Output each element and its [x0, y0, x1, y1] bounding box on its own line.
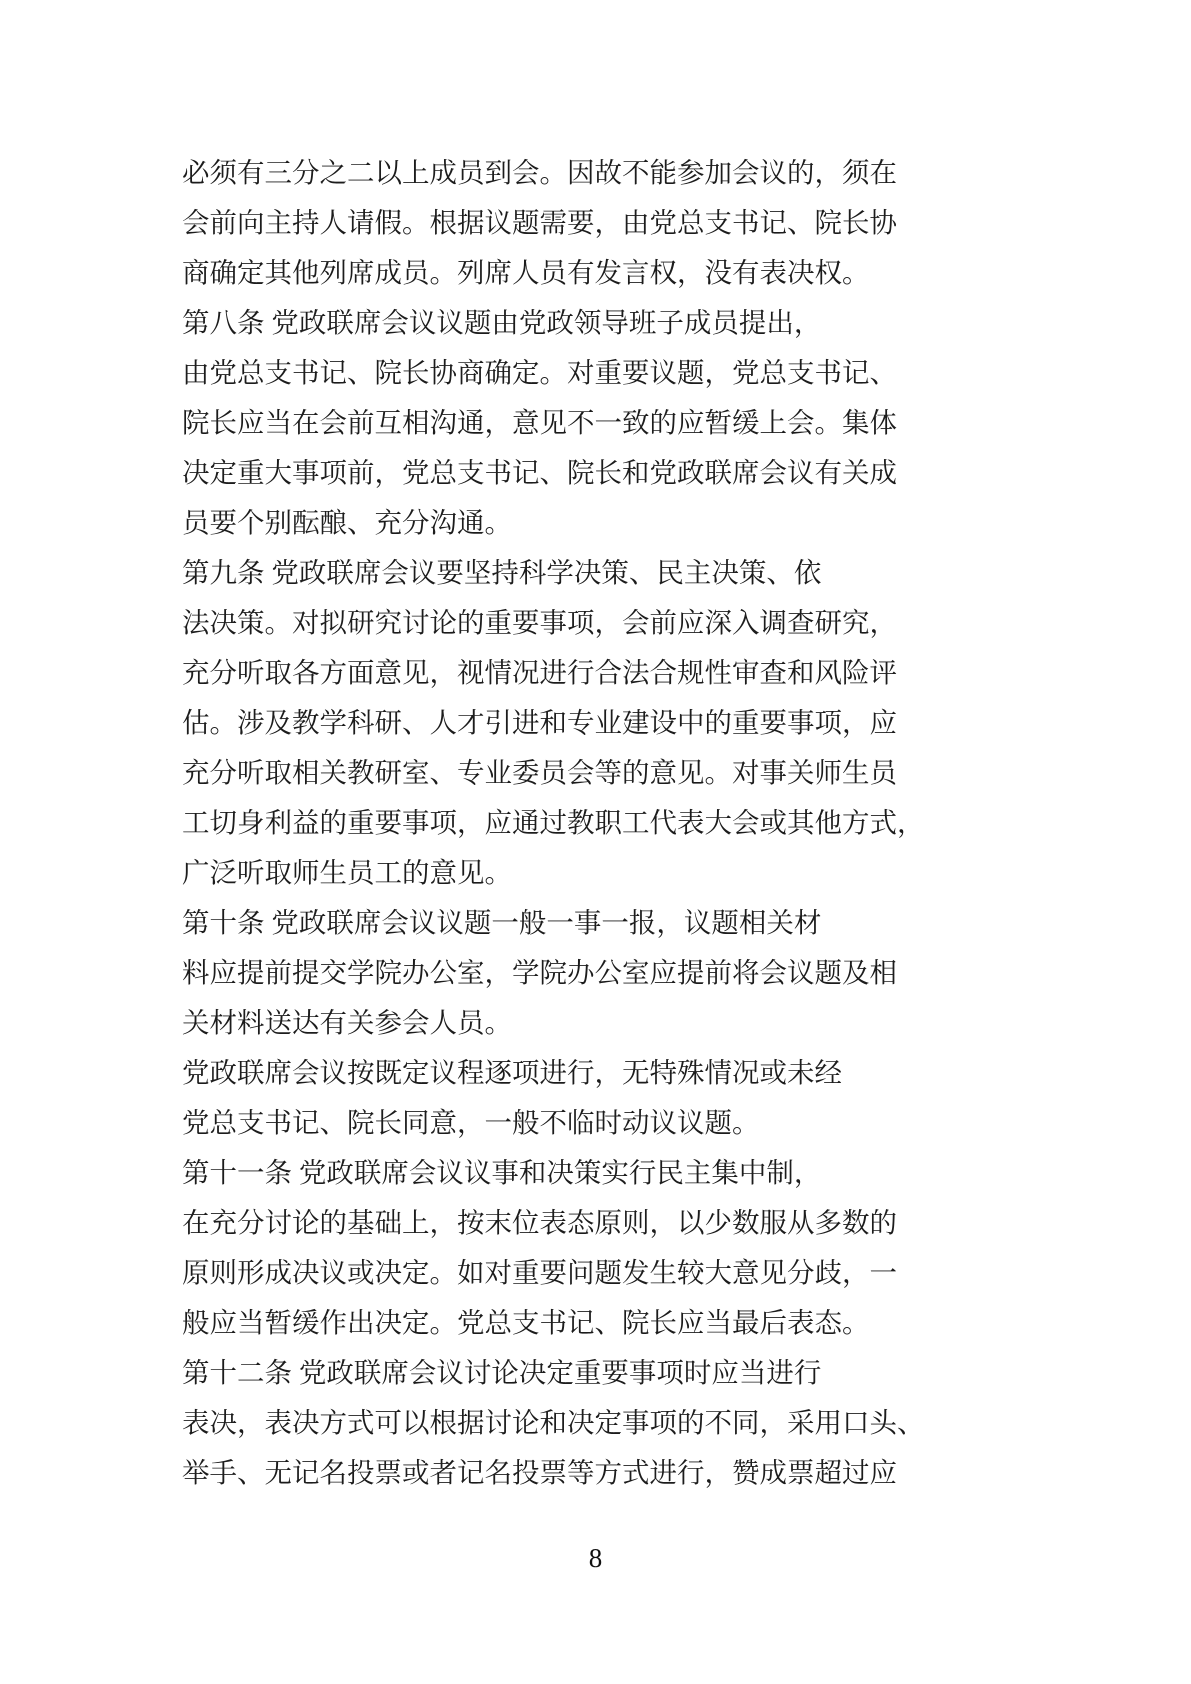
text-line: 关材料送达有关参会人员。 [182, 1007, 512, 1038]
text-line: 在充分讨论的基础上，按末位表态原则，以少数服从多数的 [182, 1207, 897, 1238]
text-line: 党政联席会议按既定议程逐项进行，无特殊情况或未经 [182, 1057, 842, 1088]
text-line: 员要个别酝酿、充分沟通。 [182, 507, 512, 538]
text-line: 第十二条 党政联席会议讨论决定重要事项时应当进行 [182, 1357, 822, 1388]
text-line: 第九条 党政联席会议要坚持科学决策、民主决策、依 [182, 557, 822, 588]
text-line: 会前向主持人请假。根据议题需要，由党总支书记、院长协 [182, 207, 897, 238]
text-line: 充分听取各方面意见，视情况进行合法合规性审查和风险评 [182, 657, 897, 688]
text-line: 料应提前提交学院办公室，学院办公室应提前将会议题及相 [182, 957, 897, 988]
text-line: 法决策。对拟研究讨论的重要事项，会前应深入调查研究， [182, 607, 897, 638]
text-line: 充分听取相关教研室、专业委员会等的意见。对事关师生员 [182, 757, 897, 788]
page-number: 8 [588, 1543, 603, 1573]
text-line: 第八条 党政联席会议议题由党政领导班子成员提出， [182, 307, 822, 338]
text-line: 第十条 党政联席会议议题一般一事一报，议题相关材 [182, 907, 822, 938]
text-line: 决定重大事项前，党总支书记、院长和党政联席会议有关成 [182, 457, 897, 488]
text-line: 般应当暂缓作出决定。党总支书记、院长应当最后表态。 [182, 1307, 870, 1338]
text-line: 商确定其他列席成员。列席人员有发言权，没有表决权。 [182, 257, 870, 288]
text-line: 必须有三分之二以上成员到会。因故不能参加会议的，须在 [182, 157, 897, 188]
text-line: 估。涉及教学科研、人才引进和专业建设中的重要事项，应 [182, 707, 897, 738]
text-line: 工切身利益的重要事项，应通过教职工代表大会或其他方式， [182, 807, 925, 838]
text-line: 原则形成决议或决定。如对重要问题发生较大意见分歧，一 [182, 1257, 897, 1288]
text-line: 院长应当在会前互相沟通，意见不一致的应暂缓上会。集体 [182, 407, 897, 438]
text-line: 广泛听取师生员工的意见。 [182, 857, 512, 888]
text-line: 由党总支书记、院长协商确定。对重要议题，党总支书记、 [182, 357, 897, 388]
text-line: 举手、无记名投票或者记名投票等方式进行，赞成票超过应 [182, 1457, 897, 1488]
text-line: 党总支书记、院长同意，一般不临时动议议题。 [182, 1107, 760, 1138]
text-line: 表决，表决方式可以根据讨论和决定事项的不同，采用口头、 [182, 1407, 925, 1438]
text-line: 第十一条 党政联席会议议事和决策实行民主集中制， [182, 1157, 822, 1188]
body-text [182, 148, 982, 1498]
